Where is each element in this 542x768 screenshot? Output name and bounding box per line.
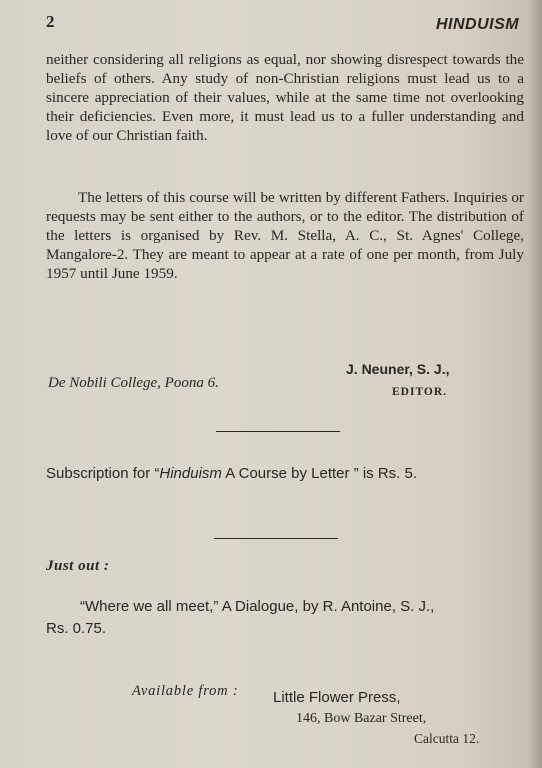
publisher-street: 146, Bow Bazar Street, — [296, 711, 427, 726]
college-address: De Nobili College, Poona 6. — [48, 375, 219, 391]
publisher-name: Little Flower Press, — [273, 689, 401, 706]
paragraph-intro: neither considering all religions as equal, nor showing disrespect towards the beliefs of others. Any study of non-Christian religions must lead us to a sincere appreciation of their values, while at the same time not overlooking their deficiencies. Even more, it must lead us to a fuller understanding and love of our Christian faith. — [46, 51, 524, 144]
subscription-title: Hinduism — [159, 465, 222, 482]
announcement-price: Rs. 0.75. — [46, 620, 107, 637]
section-divider — [214, 538, 338, 539]
publisher-city: Calcutta 12. — [414, 731, 480, 746]
subscription-middle: A Course by Letter ” is — [221, 465, 378, 482]
binding-shadow — [528, 0, 542, 768]
editor-name: J. Neuner, S. J., — [346, 361, 450, 377]
page-number: 2 — [46, 12, 55, 31]
subscription-notice — [46, 465, 417, 482]
editor-role: EDITOR. — [392, 386, 448, 398]
subscription-price: Rs. 5. — [377, 465, 418, 482]
section-divider — [216, 431, 340, 432]
subscription-prefix: Subscription for “ — [46, 465, 160, 482]
availability-label: Available from : — [132, 683, 239, 699]
paragraph-distribution: The letters of this course will be written by different Fathers. Inquiries or requests may be sent either to the authors, or to the editor. The distribution of the letters is organised by Rev. M. Stella, A. C., St. Agnes' College, Mangalore-2. They are meant to appear at a rate of one per month, from July 1957 until June 1959. — [46, 189, 524, 282]
announcement-book: “Where we all meet,” A Dialogue, by R. Antoine, S. J., — [80, 598, 435, 615]
announcement-heading: Just out : — [46, 558, 110, 574]
running-title: HINDUISM — [436, 16, 520, 33]
